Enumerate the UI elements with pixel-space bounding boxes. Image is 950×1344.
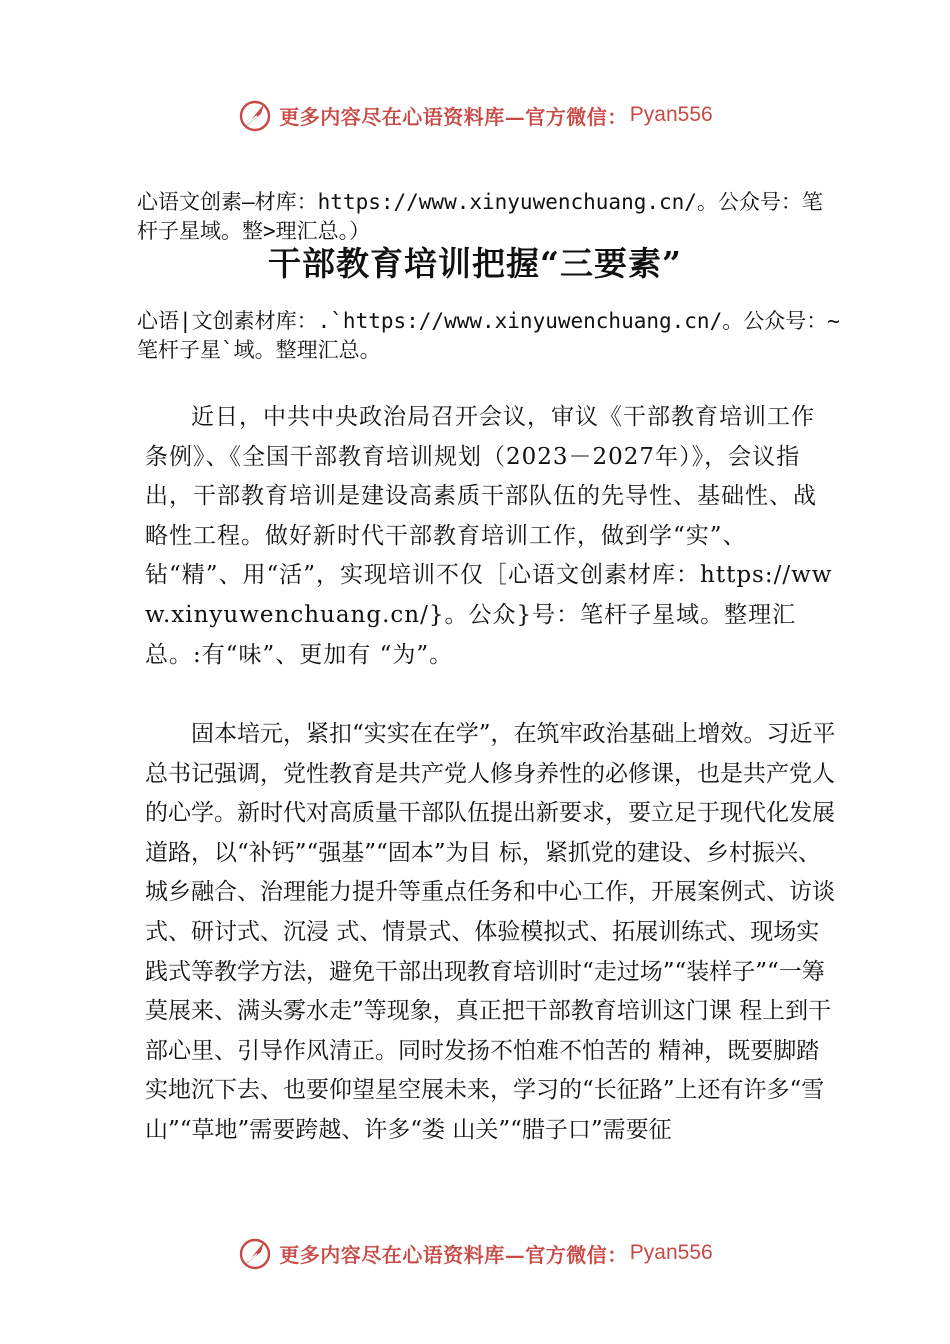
banner-wechat-id: Pyan556: [629, 103, 713, 126]
banner-wechat-id: Pyan556: [629, 1241, 713, 1264]
body-paragraph: 近日，中共中央政治局召开会议，审议《干部教育培训工作条例》、《全国干部教育培训规划（2023－2027年）》，会议指出，干部教育培训是建设高素质干部队伍的先导性、基础性、战略性工程。做好新时代干部教育培训工作，做到学“实”、钻“精”、用“活”，实现培训不仅［心语文创素材库：https://www.xinyuwenchuang.cn/}。公众}号：笔杆子星域。整理汇总。:有“味”、更加有 “为”。: [145, 404, 833, 668]
banner-text: 更多内容尽在心语资料库—官方微信：: [279, 1242, 628, 1267]
watermark-line: 心语文创素—材库：https://www.xinyuwenchuang.cn/。公众号：笔杆子星域。整>理汇总。）: [137, 190, 823, 243]
body-paragraph: 固本培元，紧扣“实实在在学”，在筑牢政治基础上增效。习近平总书记强调，党性教育是共产党人修身养性的必修课，也是共产党人的心学。新时代对高质量干部队伍提出新要求，要立足于现代化发展道路，以“补钙”“强基”“固本”为目 标，紧抓党的建设、乡村振兴、城乡融合、治理能力提升等重点任务和中心工作，开展案例式、访谈式、研讨式、沉浸 式、情景式、体验模拟式、拓展训练式、现场实践式等教学方法，避免干部出现教育培训时“走过场”“装样子”“一筹 莫展来、满头雾水走”等现象，真正把干部教育培训这门课 程上到干部心里、引导作风清正。同时发扬不怕难不怕苦的 精神，既要脚踏实地沉下去、也要仰望星空展未来，学习的“长征路”上还有许多“雪山”“草地”需要跨越、许多“娄 山关”“腊子口”需要征: [145, 721, 836, 1143]
footer-banner: [0, 1233, 950, 1273]
watermark-line: 心语|文创素材库：.`https://www.xinyuwenchuang.cn/。公众号：~笔杆子星`域。整理汇总。: [137, 309, 840, 362]
header-banner: [0, 95, 950, 135]
quill-logo-icon: [237, 1235, 273, 1271]
quill-logo-icon: [237, 97, 273, 133]
document-title: 干部教育培训把握“三要素”: [268, 244, 682, 283]
banner-text: 更多内容尽在心语资料库—官方微信：: [279, 104, 628, 129]
